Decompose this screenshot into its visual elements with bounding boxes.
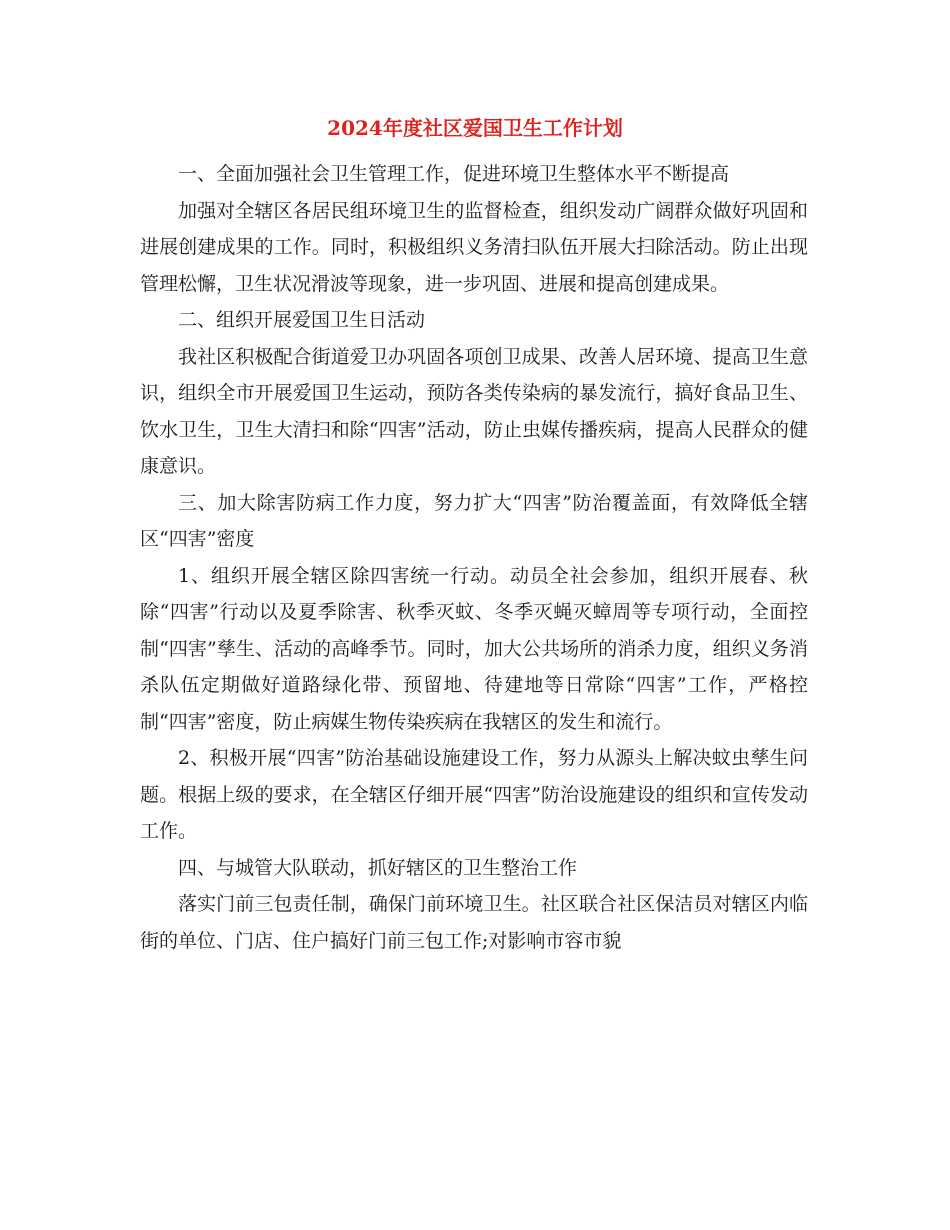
document-body xyxy=(140,156,808,959)
paragraph-section-3-item-1: 1、组织开展全辖区除四害统一行动。动员全社会参加，组织开展春、秋除“四害”行动以及夏季除害、秋季灭蚊、冬季灭蝇灭蟑周等专项行动，全面控制“四害”孳生、活动的高峰季节。同时，加大公共场所的消杀力度，组织义务消杀队伍定期做好道路绿化带、预留地、待建地等日常除“四害”工作，严格控制“四害”密度，防止病媒生物传染疾病在我辖区的发生和流行。 xyxy=(140,564,808,733)
heading-section-4: 四、与城管大队联动，抓好辖区的卫生整治工作 xyxy=(178,856,578,879)
document-title: 2024年度社区爱国卫生工作计划 xyxy=(327,116,623,140)
heading-section-1: 一、全面加强社会卫生管理工作，促进环境卫生整体水平不断提高 xyxy=(178,163,730,185)
paragraph-section-4: 落实门前三包责任制，确保门前环境卫生。社区联合社区保洁员对辖区内临街的单位、门店、住户搞好门前三包工作;对影响市容市貌 xyxy=(140,893,808,952)
heading-section-2: 二、组织开展爱国卫生日活动 xyxy=(178,309,426,331)
paragraph-section-3-item-2: 2、积极开展“四害”防治基础设施建设工作，努力从源头上解决蚊虫孳生问题。根据上级的要求，在全辖区仔细开展“四害”防治设施建设的组织和宣传发动工作。 xyxy=(140,747,808,842)
paragraph-section-1: 加强对全辖区各居民组环境卫生的监督检查，组织发动广阔群众做好巩固和进展创建成果的工作。同时，积极组织义务清扫队伍开展大扫除活动。防止出现管理松懈，卫生状况滑波等现象，进一步巩固、进展和提高创建成果。 xyxy=(140,199,808,295)
heading-section-3: 三、加大除害防病工作力度，努力扩大“四害”防治覆盖面，有效降低全辖区“四害”密度 xyxy=(140,491,808,550)
paragraph-section-2: 我社区积极配合街道爱卫办巩固各项创卫成果、改善人居环境、提高卫生意识，组织全市开展爱国卫生运动，预防各类传染病的暴发流行，搞好食品卫生、饮水卫生，卫生大清扫和除“四害”活动，防止虫媒传播疾病，提高人民群众的健康意识。 xyxy=(140,345,808,477)
